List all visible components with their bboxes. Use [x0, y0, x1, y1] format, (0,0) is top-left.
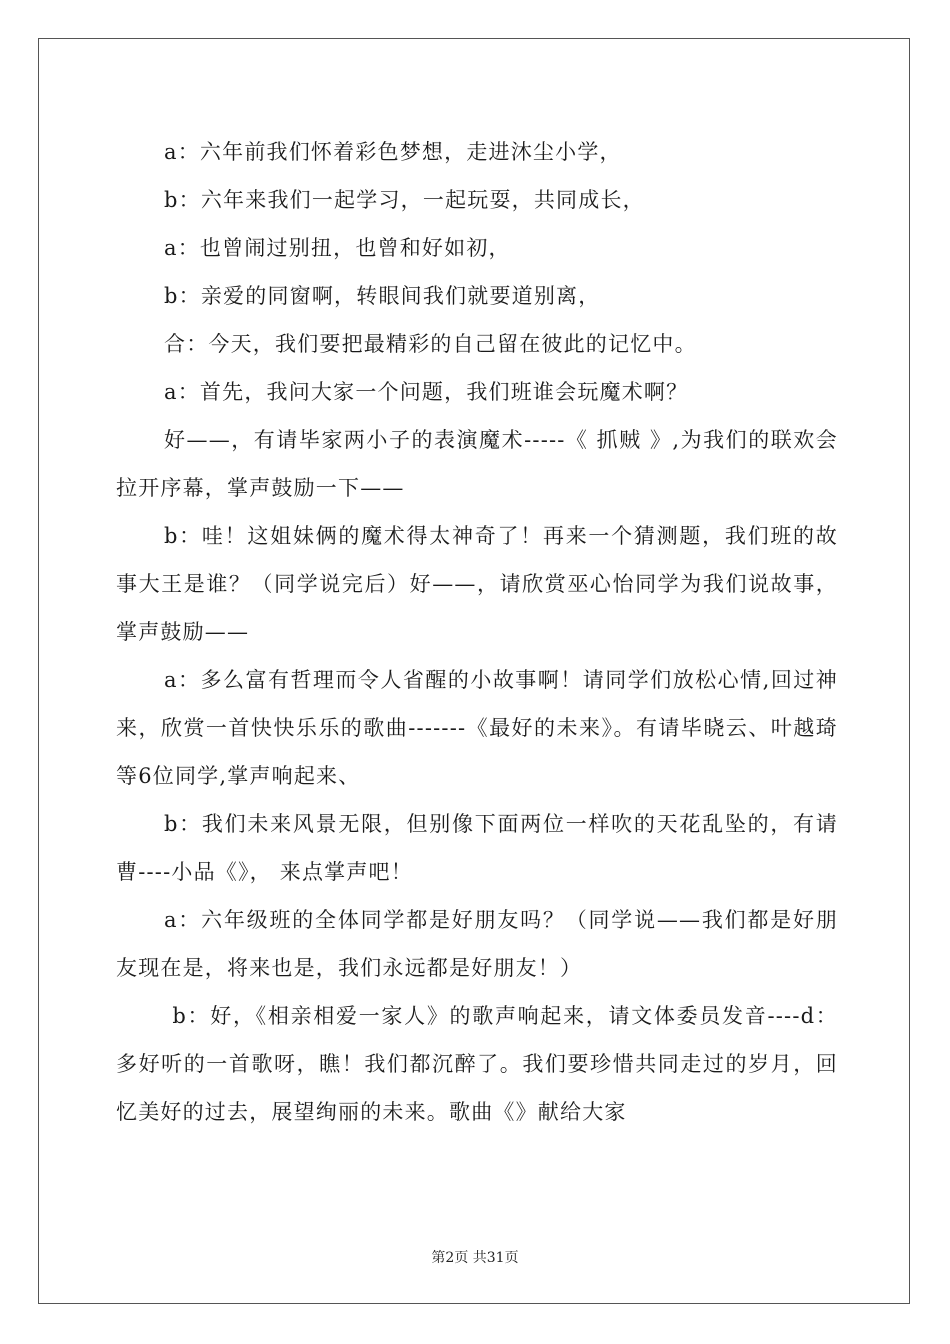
paragraph: 合：今天，我们要把最精彩的自己留在彼此的记忆中。 — [164, 332, 697, 356]
page-number-footer: 第2页 共31页 — [431, 1250, 519, 1266]
paragraph: a：六年级班的全体同学都是好朋友吗？（同学说——我们都是好朋友现在是，将来也是，我们永远都是好朋友！） — [116, 908, 838, 980]
paragraph: a：也曾闹过别扭，也曾和好如初， — [164, 236, 511, 260]
paragraph: b：我们未来风景无限，但别像下面两位一样吹的天花乱坠的，有请曹----小品《》， 来点掌声吧！ — [116, 812, 838, 884]
paragraph: b：六年来我们一起学习，一起玩耍，共同成长， — [164, 188, 645, 212]
paragraph: a：六年前我们怀着彩色梦想，走进沐尘小学， — [164, 140, 622, 164]
paragraph: 好——，有请毕家两小子的表演魔术-----《 抓贼 》,为我们的联欢会拉开序幕，掌声鼓励一下—— — [116, 428, 838, 500]
paragraph: a：首先，我问大家一个问题，我们班谁会玩魔术啊？ — [164, 380, 689, 404]
paragraph: b：好，《相亲相爱一家人》的歌声响起来，请文体委员发音----d：多好听的一首歌呀，瞧！我们都沉醉了。我们要珍惜共同走过的岁月，回忆美好的过去，展望绚丽的未来。歌曲《》献给大家 — [116, 1004, 838, 1124]
paragraph: b：亲爱的同窗啊，转眼间我们就要道别离， — [164, 284, 601, 308]
paragraph: a：多么富有哲理而令人省醒的小故事啊！请同学们放松心情,回过神来，欣赏一首快快乐乐的歌曲-------《最好的未来》。有请毕晓云、叶越琦等6位同学,掌声响起来、 — [116, 668, 838, 788]
document-body — [116, 128, 838, 1136]
paragraph: b：哇！这姐妹俩的魔术得太神奇了！再来一个猜测题，我们班的故事大王是谁？（同学说完后）好——，请欣赏巫心怡同学为我们说故事，掌声鼓励—— — [116, 524, 838, 644]
